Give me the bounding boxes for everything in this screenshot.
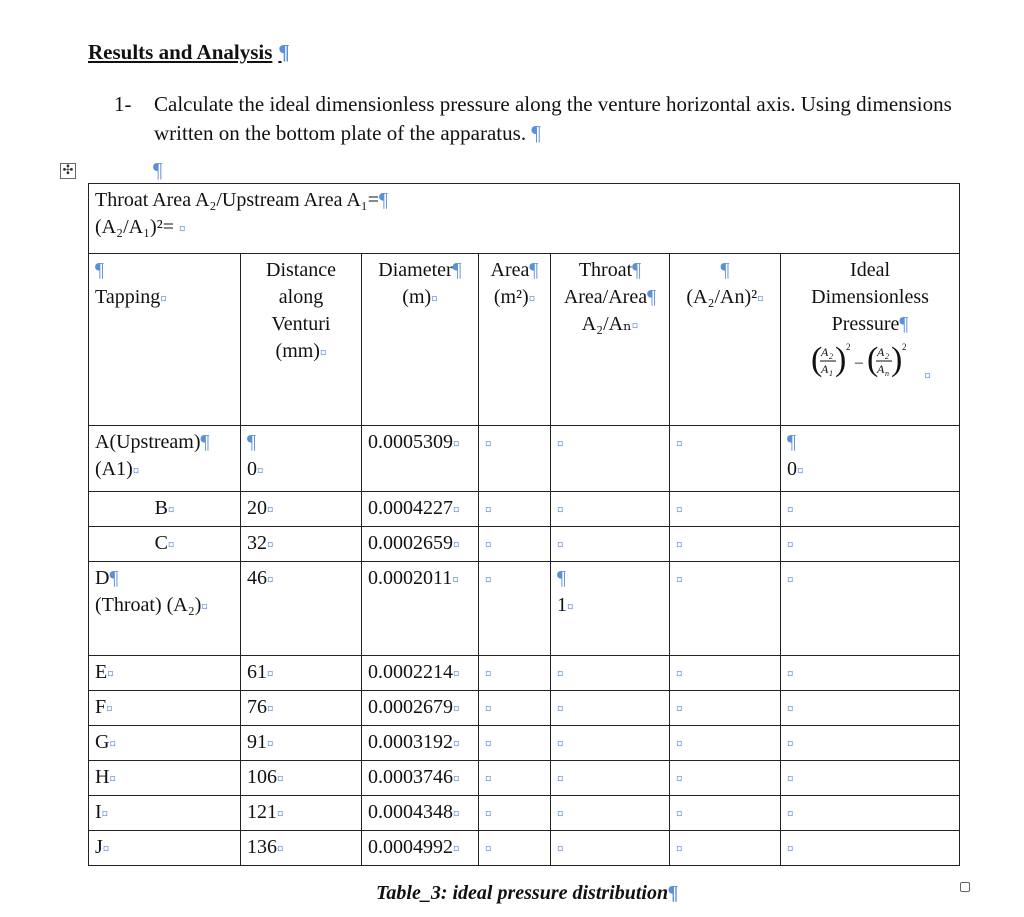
table-row bbox=[89, 426, 960, 492]
cell-distance[interactable]: 136¤ bbox=[241, 831, 362, 866]
cell-ratio-squared[interactable]: ¤ bbox=[670, 726, 781, 761]
cell-area[interactable]: ¤ bbox=[479, 527, 551, 562]
svg-text:n: n bbox=[885, 369, 890, 378]
cell-diameter[interactable]: 0.0002011¤ bbox=[362, 562, 479, 656]
table-move-handle-icon[interactable]: ✣ bbox=[60, 163, 76, 179]
cell-ideal-pressure[interactable]: ¤ bbox=[781, 527, 960, 562]
cell-tapping[interactable]: I¤ bbox=[89, 796, 241, 831]
cell-area[interactable]: ¤ bbox=[479, 492, 551, 527]
cell-ratio-squared[interactable]: ¤ bbox=[670, 796, 781, 831]
area-ratio-cell[interactable]: Throat Area A₂/Upstream Area A₁=¶ (A₂/A₁)²= ¤ bbox=[89, 184, 960, 254]
cell-distance[interactable]: 32¤ bbox=[241, 527, 362, 562]
table-row bbox=[89, 656, 960, 691]
ideal-pressure-table bbox=[88, 183, 960, 866]
cell-area[interactable]: ¤ bbox=[479, 726, 551, 761]
svg-text:A: A bbox=[877, 362, 885, 376]
cell-area[interactable]: ¤ bbox=[479, 761, 551, 796]
cell-ratio-squared[interactable]: ¤ bbox=[670, 562, 781, 656]
cell-throat-area[interactable]: ¤ bbox=[551, 426, 670, 492]
table-header-row bbox=[89, 254, 960, 426]
cell-area[interactable]: ¤ bbox=[479, 831, 551, 866]
cell-area[interactable]: ¤ bbox=[479, 562, 551, 656]
cell-diameter[interactable]: 0.0003746¤ bbox=[362, 761, 479, 796]
svg-text:): ) bbox=[835, 341, 847, 378]
table-row bbox=[89, 527, 960, 562]
cell-area[interactable]: ¤ bbox=[479, 796, 551, 831]
header-ratio-squared[interactable]: ¶ (A₂/An)²¤ bbox=[670, 254, 781, 426]
cell-ratio-squared[interactable]: ¤ bbox=[670, 691, 781, 726]
cell-diameter[interactable]: 0.0004992¤ bbox=[362, 831, 479, 866]
table-resize-handle-icon[interactable] bbox=[960, 882, 970, 892]
empty-paragraph-mark: ¶ bbox=[153, 158, 163, 182]
cell-tapping[interactable]: G¤ bbox=[89, 726, 241, 761]
cell-throat-area[interactable]: ¶ 1¤ bbox=[551, 562, 670, 656]
header-tapping[interactable]: ¶ Tapping¤ bbox=[89, 254, 241, 426]
cell-diameter[interactable]: 0.0003192¤ bbox=[362, 726, 479, 761]
svg-text:2: 2 bbox=[902, 342, 907, 352]
svg-text:1: 1 bbox=[829, 369, 834, 378]
cell-tapping[interactable]: B¤ bbox=[89, 492, 241, 527]
svg-text:(: ( bbox=[867, 341, 879, 378]
svg-text:–: – bbox=[855, 354, 864, 371]
cell-ideal-pressure[interactable]: ¤ bbox=[781, 831, 960, 866]
header-distance[interactable]: Distance along Venturi (mm)¤ bbox=[241, 254, 362, 426]
cell-distance[interactable]: 106¤ bbox=[241, 761, 362, 796]
svg-text:A: A bbox=[877, 345, 885, 359]
cell-area[interactable]: ¤ bbox=[479, 656, 551, 691]
cell-diameter[interactable]: 0.0002214¤ bbox=[362, 656, 479, 691]
cell-ideal-pressure[interactable]: ¤ bbox=[781, 492, 960, 527]
cell-ideal-pressure[interactable]: ¤ bbox=[781, 562, 960, 656]
header-ideal-pressure[interactable]: Ideal Dimensionless Pressure¶ ( A 2 A 1 ) 2 – ( A 2 A n ) 2 ¤ bbox=[781, 254, 960, 426]
cell-diameter[interactable]: 0.0004227¤ bbox=[362, 492, 479, 527]
svg-text:A: A bbox=[821, 362, 829, 376]
table-row bbox=[89, 726, 960, 761]
table-row bbox=[89, 691, 960, 726]
cell-ratio-squared[interactable]: ¤ bbox=[670, 492, 781, 527]
cell-area[interactable]: ¤ bbox=[479, 426, 551, 492]
header-throat-area[interactable]: Throat¶ Area/Area¶ A₂/Aₙ¤ bbox=[551, 254, 670, 426]
svg-text:A: A bbox=[821, 345, 829, 359]
cell-ratio-squared[interactable]: ¤ bbox=[670, 831, 781, 866]
cell-diameter[interactable]: 0.0002679¤ bbox=[362, 691, 479, 726]
cell-ratio-squared[interactable]: ¤ bbox=[670, 656, 781, 691]
section-heading: Results and Analysis ¶ bbox=[88, 40, 290, 64]
cell-diameter[interactable]: 0.0005309¤ bbox=[362, 426, 479, 492]
svg-text:(: ( bbox=[811, 341, 823, 378]
cell-distance[interactable]: 121¤ bbox=[241, 796, 362, 831]
cell-distance[interactable]: 91¤ bbox=[241, 726, 362, 761]
cell-ratio-squared[interactable]: ¤ bbox=[670, 761, 781, 796]
cell-tapping[interactable]: C¤ bbox=[89, 527, 241, 562]
cell-throat-area[interactable]: ¤ bbox=[551, 656, 670, 691]
svg-text:2: 2 bbox=[846, 342, 851, 352]
cell-ideal-pressure[interactable]: ¤ bbox=[781, 691, 960, 726]
cell-tapping[interactable]: F¤ bbox=[89, 691, 241, 726]
cell-ideal-pressure[interactable]: ¤ bbox=[781, 656, 960, 691]
header-area[interactable]: Area¶ (m²)¤ bbox=[479, 254, 551, 426]
cell-diameter[interactable]: 0.0004348¤ bbox=[362, 796, 479, 831]
cell-distance[interactable]: 61¤ bbox=[241, 656, 362, 691]
table-row bbox=[89, 761, 960, 796]
cell-tapping[interactable]: D¶ (Throat) (A₂)¤ bbox=[89, 562, 241, 656]
svg-text:2: 2 bbox=[829, 352, 834, 361]
cell-distance[interactable]: 20¤ bbox=[241, 492, 362, 527]
cell-throat-area[interactable]: ¤ bbox=[551, 527, 670, 562]
cell-ratio-squared[interactable]: ¤ bbox=[670, 527, 781, 562]
cell-throat-area[interactable]: ¤ bbox=[551, 796, 670, 831]
svg-text:2: 2 bbox=[885, 352, 890, 361]
cell-ideal-pressure[interactable]: ¤ bbox=[781, 726, 960, 761]
cell-distance[interactable]: 46¤ bbox=[241, 562, 362, 656]
table-row bbox=[89, 796, 960, 831]
cell-distance[interactable]: 76¤ bbox=[241, 691, 362, 726]
cell-distance[interactable]: ¶ 0¤ bbox=[241, 426, 362, 492]
cell-throat-area[interactable]: ¤ bbox=[551, 492, 670, 527]
cell-ideal-pressure[interactable]: ¤ bbox=[781, 796, 960, 831]
formula-graphic bbox=[809, 340, 919, 380]
cell-tapping[interactable]: E¤ bbox=[89, 656, 241, 691]
table-top-row bbox=[89, 184, 960, 254]
cell-ideal-pressure[interactable]: ¶ 0¤ bbox=[781, 426, 960, 492]
cell-throat-area[interactable]: ¤ bbox=[551, 761, 670, 796]
cell-throat-area[interactable]: ¤ bbox=[551, 726, 670, 761]
cell-tapping[interactable]: J¤ bbox=[89, 831, 241, 866]
cell-area[interactable]: ¤ bbox=[479, 691, 551, 726]
cell-throat-area[interactable]: ¤ bbox=[551, 691, 670, 726]
header-diameter[interactable]: Diameter¶ (m)¤ bbox=[362, 254, 479, 426]
table-row bbox=[89, 831, 960, 866]
pressure-formula: ( A 2 A 1 ) 2 – ( A 2 A n ) 2 ¤ bbox=[811, 341, 931, 383]
table-row bbox=[89, 492, 960, 527]
list-number: 1- bbox=[114, 92, 132, 116]
table-caption: Table_3: ideal pressure distribution¶ bbox=[376, 882, 679, 904]
table-row bbox=[89, 562, 960, 656]
list-item-text: Calculate the ideal dimensionless pressure along the venture horizontal axis. Using dimensions written on the bottom plate of the apparatus. ¶ bbox=[154, 92, 952, 145]
cell-ideal-pressure[interactable]: ¤ bbox=[781, 761, 960, 796]
svg-text:): ) bbox=[891, 341, 903, 378]
cell-tapping[interactable]: A(Upstream)¶ (A1)¤ bbox=[89, 426, 241, 492]
cell-throat-area[interactable]: ¤ bbox=[551, 831, 670, 866]
cell-diameter[interactable]: 0.0002659¤ bbox=[362, 527, 479, 562]
cell-tapping[interactable]: H¤ bbox=[89, 761, 241, 796]
cell-ratio-squared[interactable]: ¤ bbox=[670, 426, 781, 492]
